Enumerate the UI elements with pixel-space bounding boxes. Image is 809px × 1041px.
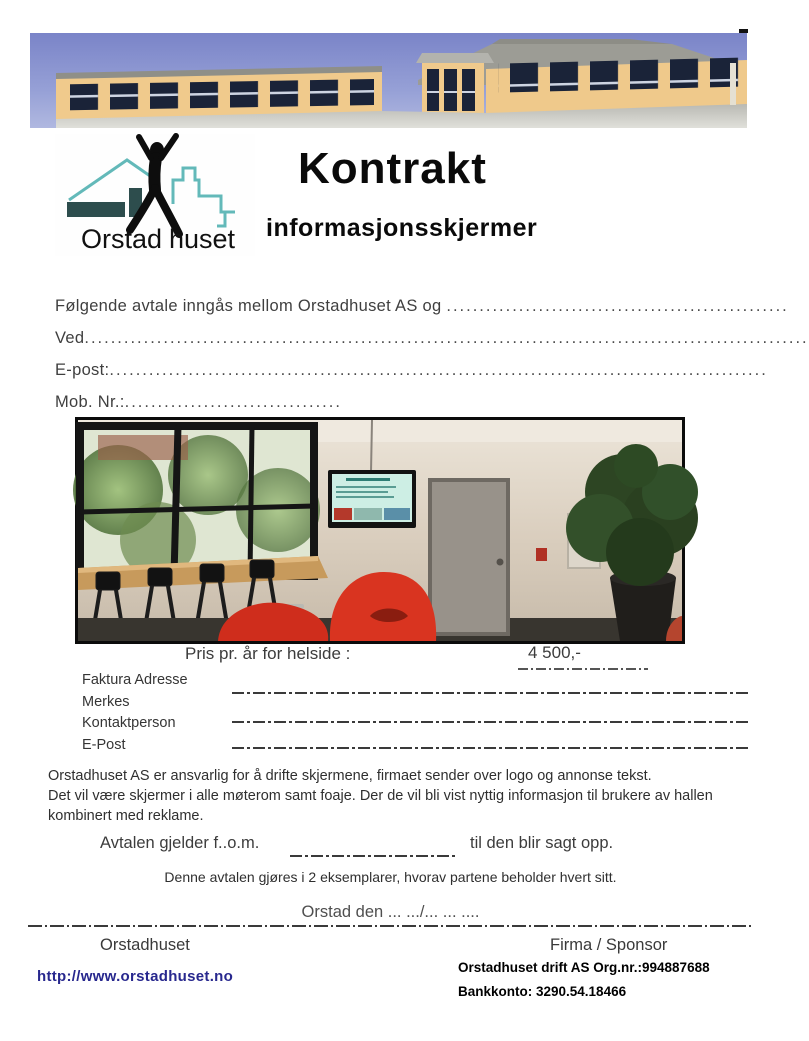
fill-in-dots: .................................................................................................... <box>109 361 768 379</box>
mobil-line: Mob. Nr.:................................. <box>55 393 342 411</box>
agreement-parties-line: Følgende avtale inngås mellom Orstadhuset AS og .................................................... <box>55 297 789 315</box>
window <box>73 426 320 578</box>
fill-in-dots: .............................................................................................................. <box>84 329 809 347</box>
building-render-image <box>30 33 747 128</box>
field-label-merkes: Merkes <box>82 694 130 710</box>
validity-prefix: Avtalen gjelder f..o.m. <box>100 834 260 852</box>
field-label-kontaktperson: Kontaktperson <box>82 715 176 731</box>
door <box>430 480 508 634</box>
field-label-faktura-adresse: Faktura Adresse <box>82 672 188 688</box>
page-title: Kontrakt <box>298 144 487 193</box>
alarm-box <box>536 548 547 561</box>
room-photo <box>75 417 685 644</box>
copies-note: Denne avtalen gjøres i 2 eksemplarer, hvorav partene beholder hvert sitt. <box>164 869 617 885</box>
price-value: 4 500,- <box>528 643 581 662</box>
signature-separator-line <box>28 925 753 927</box>
terms-line-1: Orstadhuset AS er ansvarlig for å drifte skjermene, firmaet sender over logo og annonse tekst. <box>48 768 652 784</box>
page-subtitle: informasjonsskjermer <box>266 214 538 242</box>
price-underline <box>518 668 648 670</box>
price-label: Pris pr. år for helside : <box>185 644 351 663</box>
fill-in-dots: .................................................... <box>446 297 789 315</box>
field-line-faktura-adresse <box>232 692 749 694</box>
epost-line: E-post:.................................................................................................... <box>55 361 768 379</box>
party-right-label: Firma / Sponsor <box>550 936 668 954</box>
field-line-kontaktperson <box>232 721 749 723</box>
bank-account-line: Bankkonto: 3290.54.18466 <box>458 984 627 999</box>
terms-line-2: Det vil være skjermer i alle møterom samt foaje. Der de vil bli vist nyttig informasjon til brukere av hallen <box>48 788 713 804</box>
orstadhuset-logo-drawing <box>55 134 255 256</box>
ved-line: Ved.............................................................................................................. <box>55 329 809 347</box>
place-date-line: Orstad den ... .../... ... .... <box>301 903 480 921</box>
terms-line-3: kombinert med reklame. <box>48 808 204 824</box>
building-render-drawing <box>30 33 747 128</box>
terms-paragraph <box>48 766 754 826</box>
website-link[interactable]: http://www.orstadhuset.no <box>37 968 234 985</box>
org-number-line: Orstadhuset drift AS Org.nr.:994887688 <box>458 960 710 975</box>
logo-text-orstad: Orstad <box>81 224 163 254</box>
party-left-label: Orstadhuset <box>100 936 190 954</box>
corner-mark <box>739 29 748 33</box>
validity-suffix: til den blir sagt opp. <box>470 834 614 852</box>
orstadhuset-logo <box>55 134 255 256</box>
validity-fill-line <box>290 855 456 857</box>
field-label-epost: E-Post <box>82 737 126 753</box>
field-line-epost <box>232 747 749 749</box>
logo-text-huset: huset <box>169 224 236 254</box>
fill-in-dots: ................................. <box>124 393 342 411</box>
intro-lines <box>55 297 809 425</box>
